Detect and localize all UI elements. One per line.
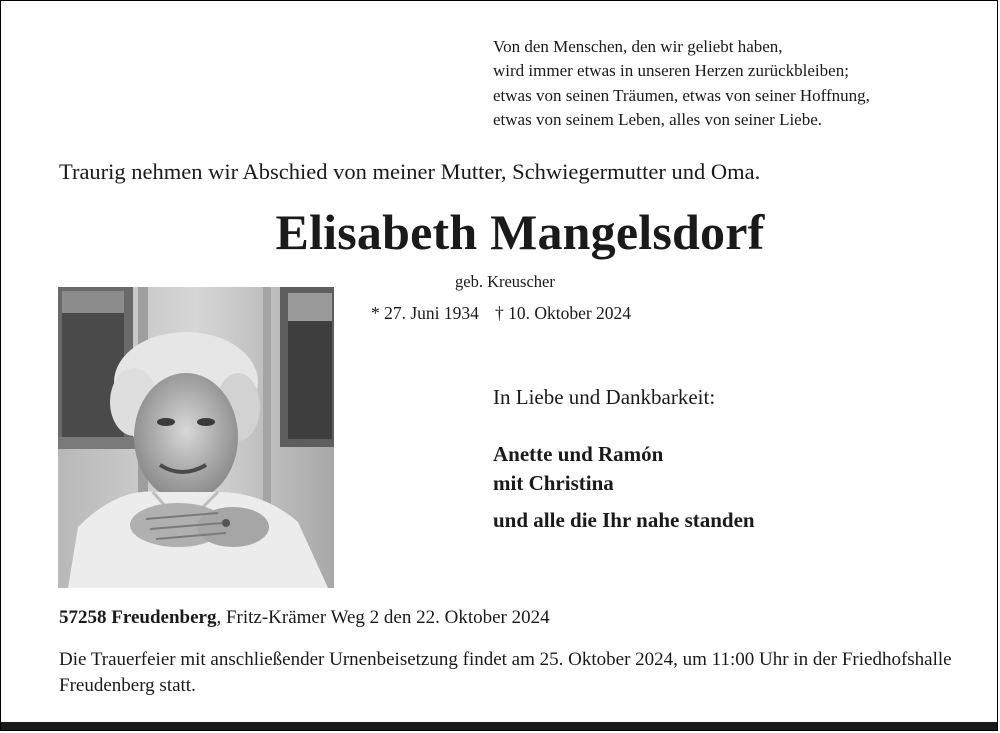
birth-date: * 27. Juni 1934 — [371, 303, 479, 323]
survivor-line: und alle die Ihr nahe standen — [493, 508, 755, 532]
portrait-photo — [58, 287, 334, 588]
address-rest: , Fritz-Krämer Weg 2 den 22. Oktober 2024 — [216, 607, 550, 628]
ceremony-text: Die Trauerfeier mit anschließender Urnenbeisetzung findet am 25. Oktober 2024, um 11:00 Uhr in der Friedhofshalle Freudenberg statt. — [59, 649, 952, 696]
poem-line: wird immer etwas in unseren Herzen zurückbleiben; — [493, 61, 849, 81]
death-date: † 10. Oktober 2024 — [494, 303, 632, 323]
intro-text: Traurig nehmen wir Abschied von meiner Mutter, Schwiegermutter und Oma. — [59, 159, 761, 184]
poem-line: etwas von seinem Leben, alles von seiner Liebe. — [493, 109, 823, 129]
address-line — [59, 607, 550, 629]
survivor-line: mit Christina — [493, 471, 614, 495]
life-dates — [371, 303, 631, 324]
deceased-name: Elisabeth Mangelsdorf — [275, 204, 765, 260]
thanks-text: In Liebe und Dankbarkeit: — [493, 385, 716, 409]
address-city: 57258 Freudenberg — [59, 607, 217, 628]
survivors — [493, 440, 755, 535]
maiden-name: geb. Kreuscher — [455, 272, 555, 291]
poem-line: Von den Menschen, den wir geliebt haben, — [493, 37, 783, 56]
poem — [493, 35, 870, 132]
poem-line: etwas von seinen Träumen, etwas von seiner Hoffnung, — [493, 85, 870, 105]
survivor-line: Anette und Ramón — [493, 442, 664, 466]
